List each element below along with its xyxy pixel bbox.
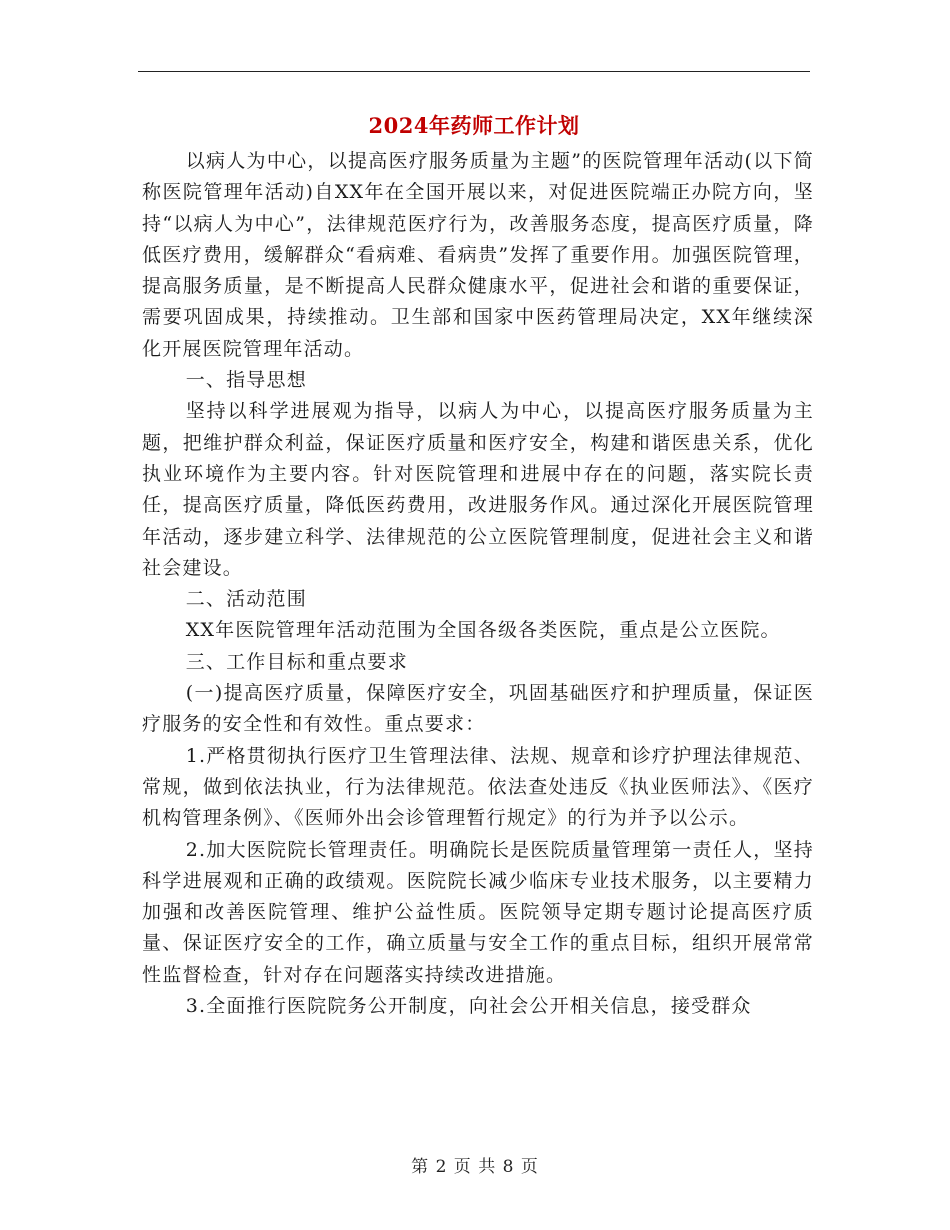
paragraph-guiding-thought: 坚持以科学进展观为指导，以病人为中心，以提高医疗服务质量为主题，把维护群众利益，保证医疗质量和医疗安全，构建和谐医患关系，优化执业环境作为主要内容。针对医院管理和进展中存在的问题，落实院长责任，提高医疗质量，降低医药费用，改进服务作风。通过深化开展医院管理年活动，逐步建立科学、法律规范的公立医院管理制度，促进社会主义和谐社会建设。 [142,400,814,579]
paragraph-goal-1: (一)提高医疗质量，保障医疗安全，巩固基础医疗和护理质量，保证医疗服务的安全性和有效性。重点要求： [142,682,814,736]
paragraph-item-3: 3.全面推行医院院务公开制度，向社会公开相关信息，接受群众 [185,995,752,1018]
section-heading-goals: 三、工作目标和重点要求 [185,650,408,673]
section-heading-scope: 二、活动范围 [185,588,307,611]
document-body [142,146,814,1022]
paragraph-item-1: 1.严格贯彻执行医疗卫生管理法律、法规、规章和诊疗护理法律规范、常规，做到依法执业，行为法律规范。依法查处违反《执业医师法》、《医疗机构管理条例》、《医师外出会诊管理暂行规定》的行为并予以公示。 [142,744,814,830]
page-number-footer: 第 2 页 共 8 页 [411,1157,539,1177]
document-title: 2024年药师工作计划 [368,113,580,138]
paragraph-item-2: 2.加大医院院长管理责任。明确院长是医院质量管理第一责任人，坚持科学进展观和正确的政绩观。医院院长减少临床专业技术服务，以主要精力加强和改善医院管理、维护公益性质。医院领导定期专题讨论提高医疗质量、保证医疗安全的工作，确立质量与安全工作的重点目标，组织开展常常性监督检查，针对存在问题落实持续改进措施。 [142,838,814,986]
paragraph-scope: XX年医院管理年活动范围为全国各级各类医院，重点是公立医院。 [185,619,781,642]
section-heading-guiding-thought: 一、指导思想 [185,369,307,392]
paragraph-intro: 以病人为中心，以提高医疗服务质量为主题”的医院管理年活动(以下简称医院管理年活动)自XX年在全国开展以来，对促进医院端正办院方向，坚持“以病人为中心”，法律规范医疗行为，改善服务态度，提高医疗质量，降低医疗费用，缓解群众“看病难、看病贵”发挥了重要作用。加强医院管理，提高服务质量，是不断提高人民群众健康水平，促进社会和谐的重要保证，需要巩固成果，持续推动。卫生部和国家中医药管理局决定，XX年继续深化开展医院管理年活动。 [142,150,814,360]
header-rule [138,71,810,72]
